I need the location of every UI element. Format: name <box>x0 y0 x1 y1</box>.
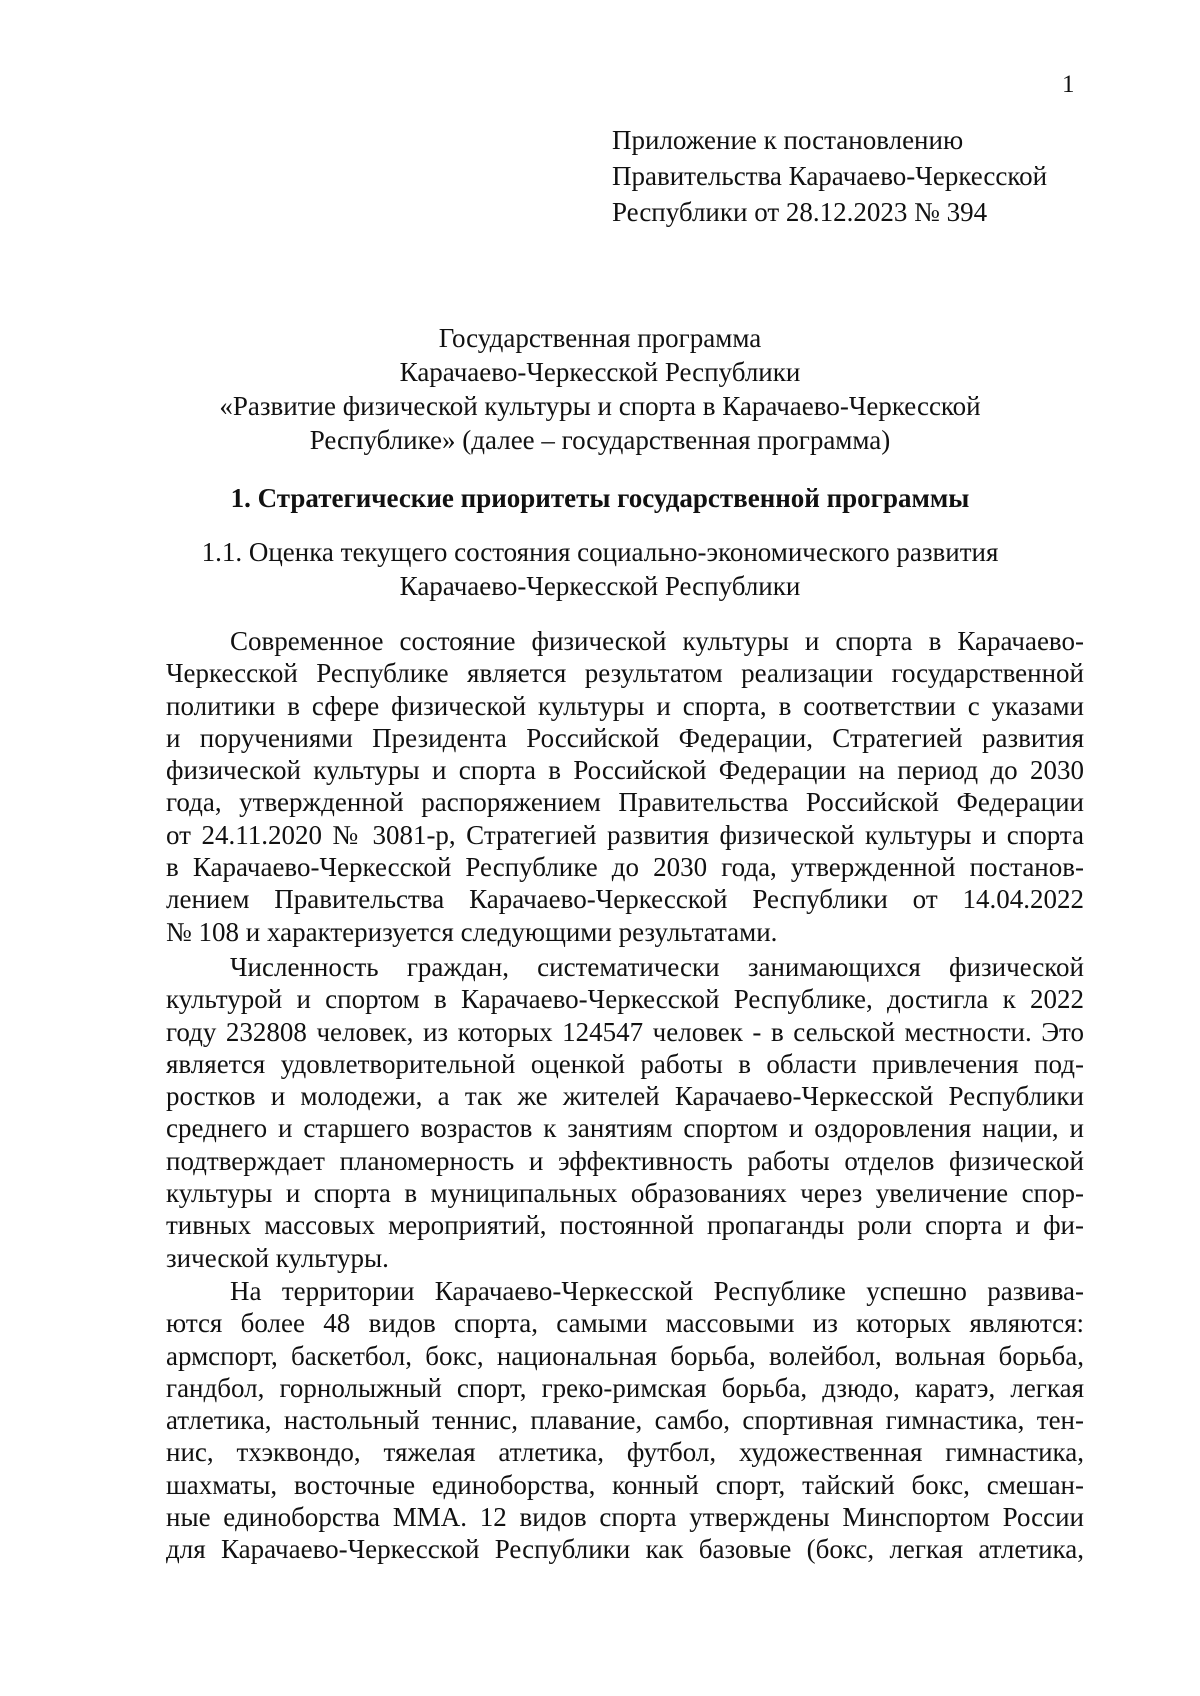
paragraph-line: ются более 48 видов спорта, самыми массовыми из которых являются: <box>166 1308 1084 1339</box>
paragraph-line: № 108 и характеризуется следующими результатами. <box>166 916 778 947</box>
paragraph-line: тивных массовых мероприятий, постоянной пропаганды роли спорта и фи- <box>166 1210 1084 1241</box>
paragraph-line: физической культуры и спорта в Российской Федерации на период до 2030 <box>166 755 1084 786</box>
paragraph-line: и поручениями Президента Российской Федерации, Стратегией развития <box>166 722 1084 753</box>
paragraph-3 <box>166 1275 1084 1566</box>
paragraph-line: года, утвержденной распоряжением Правительства Российской Федерации <box>166 787 1084 818</box>
paragraph-line: зической культуры. <box>166 1242 389 1273</box>
subsection-heading-line: Карачаево-Черкесской Республики <box>399 571 801 601</box>
paragraph-line: от 24.11.2020 № 3081-р, Стратегией развития физической культуры и спорта <box>166 819 1084 850</box>
paragraph-line: культурой и спортом в Карачаево-Черкесской Республике, достигла к 2022 <box>166 984 1084 1015</box>
subsection-heading-line: 1.1. Оценка текущего состояния социально-экономического развития <box>201 537 999 567</box>
paragraph-line: На территории Карачаево-Черкесской Республике успешно развива- <box>230 1276 1084 1306</box>
paragraph-line: лением Правительства Карачаево-Черкесской Республики от 14.04.2022 <box>166 884 1084 915</box>
paragraph-line: среднего и старшего возрастов к занятиям спортом и оздоровления нации, и <box>166 1113 1084 1144</box>
paragraph-line: подтверждает планомерность и эффективность работы отделов физической <box>166 1145 1084 1176</box>
paragraph-line: культуры и спорта в муниципальных образованиях через увеличение спор- <box>166 1178 1084 1209</box>
paragraph-line: армспорт, баскетбол, бокс, национальная борьба, волейбол, вольная борьба, <box>166 1340 1084 1371</box>
paragraph-line: Численность граждан, систематически занимающихся физической <box>230 952 1084 982</box>
program-title-line: Карачаево-Черкесской Республики <box>399 357 801 387</box>
paragraph-line: году 232808 человек, из которых 124547 человек - в сельской местности. Это <box>166 1016 1084 1047</box>
paragraph-line: гандбол, горнолыжный спорт, греко-римская борьба, дзюдо, каратэ, легкая <box>166 1372 1084 1403</box>
paragraph-line: нис, тхэквондо, тяжелая атлетика, футбол, художественная гимнастика, <box>166 1437 1084 1468</box>
paragraph-line: в Карачаево-Черкесской Республике до 2030 года, утвержденной постанов- <box>166 852 1084 883</box>
appendix-line: Правительства Карачаево-Черкесской <box>612 161 1048 191</box>
paragraph-line: Черкесской Республике является результатом реализации государственной <box>166 658 1084 689</box>
paragraph-2 <box>166 951 1084 1274</box>
page-number: 1 <box>1062 71 1075 98</box>
program-title-line: «Развитие физической культуры и спорта в Карачаево-Черкесской <box>219 391 981 421</box>
paragraph-line: атлетика, настольный теннис, плавание, самбо, спортивная гимнастика, тен- <box>166 1405 1084 1436</box>
appendix-line: Приложение к постановлению <box>612 125 964 155</box>
appendix-reference <box>612 122 1047 230</box>
paragraph-line: политики в сфере физической культуры и спорта, в соответствии с указами <box>166 690 1084 721</box>
paragraph-line: является удовлетворительной оценкой работы в области привлечения под- <box>166 1048 1084 1079</box>
paragraph-line: Современное состояние физической культуры и спорта в Карачаево- <box>230 626 1084 656</box>
paragraph-line: ные единоборства ММА. 12 видов спорта утверждены Минспортом России <box>166 1502 1084 1533</box>
section-heading: 1. Стратегические приоритеты государственной программы <box>230 483 970 513</box>
program-title <box>120 321 1080 457</box>
paragraph-line: ростков и молодежи, а так же жителей Карачаево-Черкесской Республики <box>166 1081 1084 1112</box>
program-title-line: Государственная программа <box>438 323 762 353</box>
appendix-line: Республики от 28.12.2023 № 394 <box>612 197 988 227</box>
paragraph-line: для Карачаево-Черкесской Республики как базовые (бокс, легкая атлетика, <box>166 1534 1084 1565</box>
subsection-heading <box>120 535 1080 603</box>
paragraph-1 <box>166 625 1084 948</box>
program-title-line: Республике» (далее – государственная программа) <box>309 425 891 455</box>
paragraph-line: шахматы, восточные единоборства, конный спорт, тайский бокс, смешан- <box>166 1469 1084 1500</box>
